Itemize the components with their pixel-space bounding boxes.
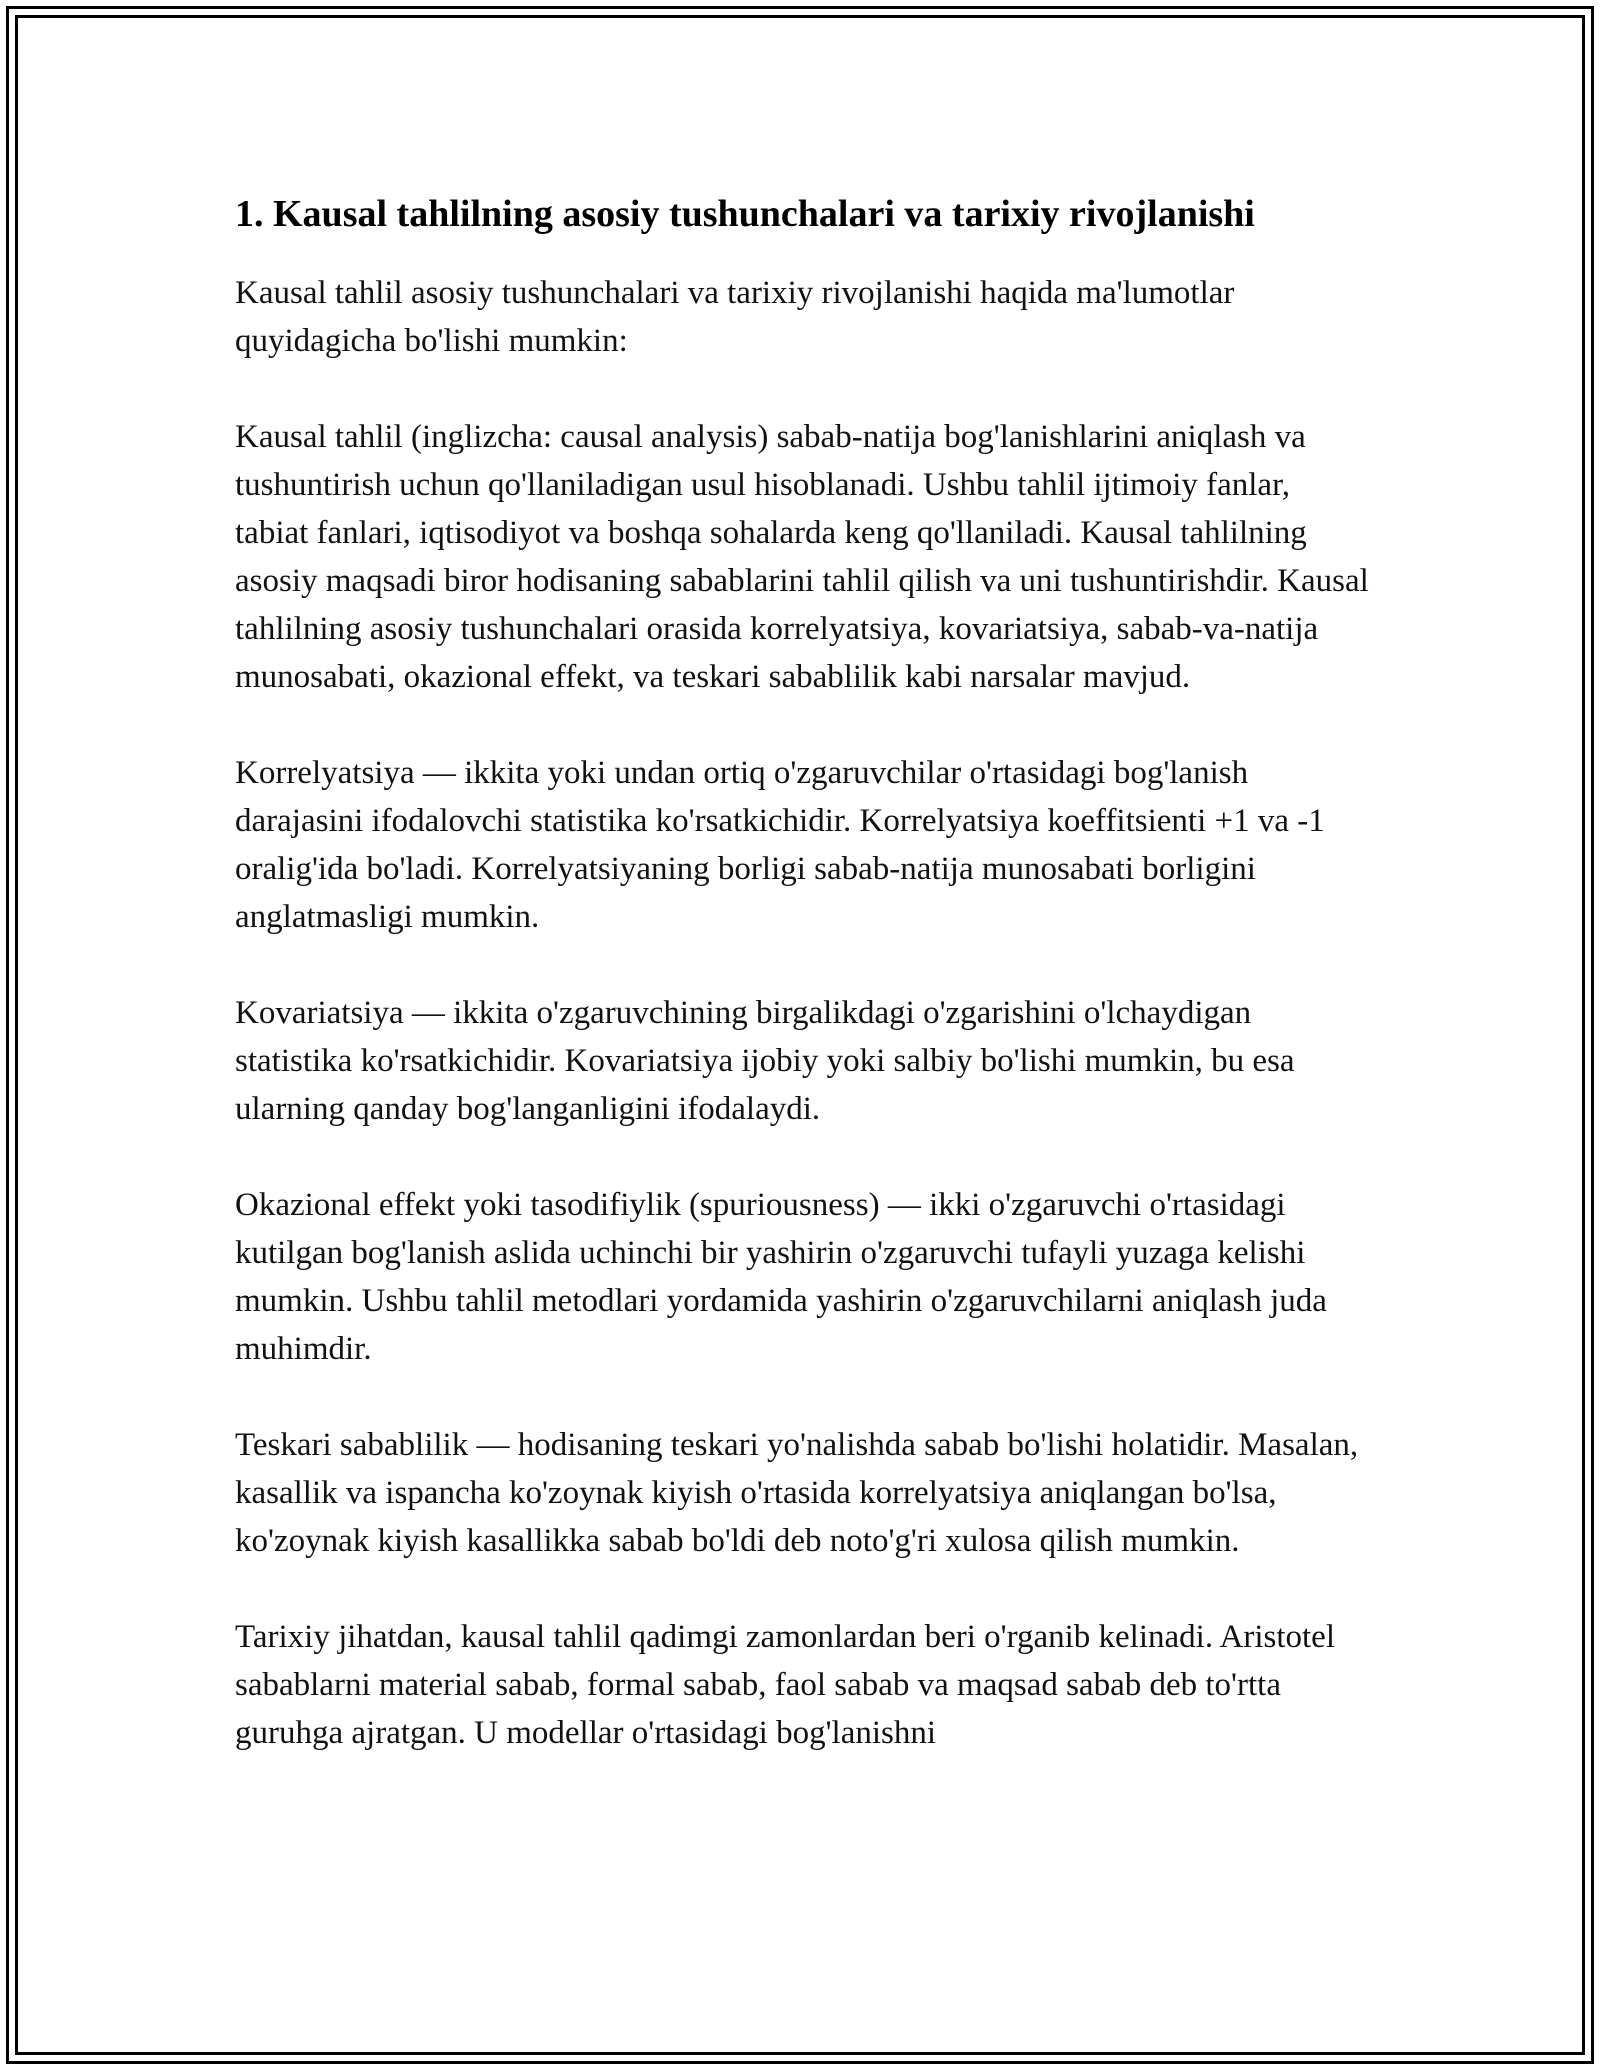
paragraph-covariance: Kovariatsiya — ikkita o'zgaruvchining birgalikdagi o'zgarishini o'lchaydigan statistika ko'rsatkichidir. Kovariatsiya ijobiy yoki salbiy bo'lishi mumkin, bu esa ularning qanday bog'langanligini ifodalaydi. bbox=[235, 995, 1295, 1127]
page-title: 1. Kausal tahlilning asosiy tushunchalari va tarixiy rivojlanishi bbox=[235, 193, 1255, 235]
paragraph-spuriousness: Okazional effekt yoki tasodifiylik (spuriousness) — ikki o'zgaruvchi o'rtasidagi kutilgan bog'lanish aslida uchinchi bir yashirin o'zgaruvchi tufayli yuzaga kelishi mumkin. Ushbu tahlil metodlari yordamida yashirin o'zgaruvchilarni aniqlash juda muhimdir. bbox=[235, 1187, 1327, 1367]
paragraph-correlation: Korrelyatsiya — ikkita yoki undan ortiq o'zgaruvchilar o'rtasidagi bog'lanish darajasini ifodalovchi statistika ko'rsatkichidir. Korrelyatsiya koeffitsienti +1 va -1 oralig'ida bo'ladi. Korrelyatsiyaning borligi sabab-natija munosabati borligini anglatmasligi mumkin. bbox=[235, 755, 1325, 935]
paragraph-definition: Kausal tahlil (inglizcha: causal analysis) sabab-natija bog'lanishlarini aniqlash va tushuntirish uchun qo'llaniladigan usul hisoblanadi. Ushbu tahlil ijtimoiy fanlar, tabiat fanlari, iqtisodiyot va boshqa sohalarda keng qo'llaniladi. Kausal tahlilning asosiy maqsadi biror hodisaning sabablarini tahlil qilish va uni tushuntirishdir. Kausal tahlilning asosiy tushunchalari orasida korrelyatsiya, kovariatsiya, sabab-va-natija munosabati, okazional effekt, va teskari sabablilik kabi narsalar mavjud. bbox=[235, 419, 1369, 695]
paragraph-intro: Kausal tahlil asosiy tushunchalari va tarixiy rivojlanishi haqida ma'lumotlar quyidagicha bo'lishi mumkin: bbox=[235, 275, 1235, 359]
paragraph-history: Tarixiy jihatdan, kausal tahlil qadimgi zamonlardan beri o'rganib kelinadi. Aristotel sabablarni material sabab, formal sabab, faol sabab va maqsad sabab deb to'rtta guruhga ajratgan. U modellar o'rtasidagi bog'lanishni bbox=[235, 1619, 1335, 1751]
paragraph-reverse-causality: Teskari sabablilik — hodisaning teskari yo'nalishda sabab bo'lishi holatidir. Masalan, kasallik va ispancha ko'zoynak kiyish o'rtasida korrelyatsiya aniqlangan bo'lsa, ko'zoynak kiyish kasallikka sabab bo'ldi deb noto'g'ri xulosa qilish mumkin. bbox=[235, 1427, 1359, 1559]
document-body bbox=[235, 185, 1370, 1805]
